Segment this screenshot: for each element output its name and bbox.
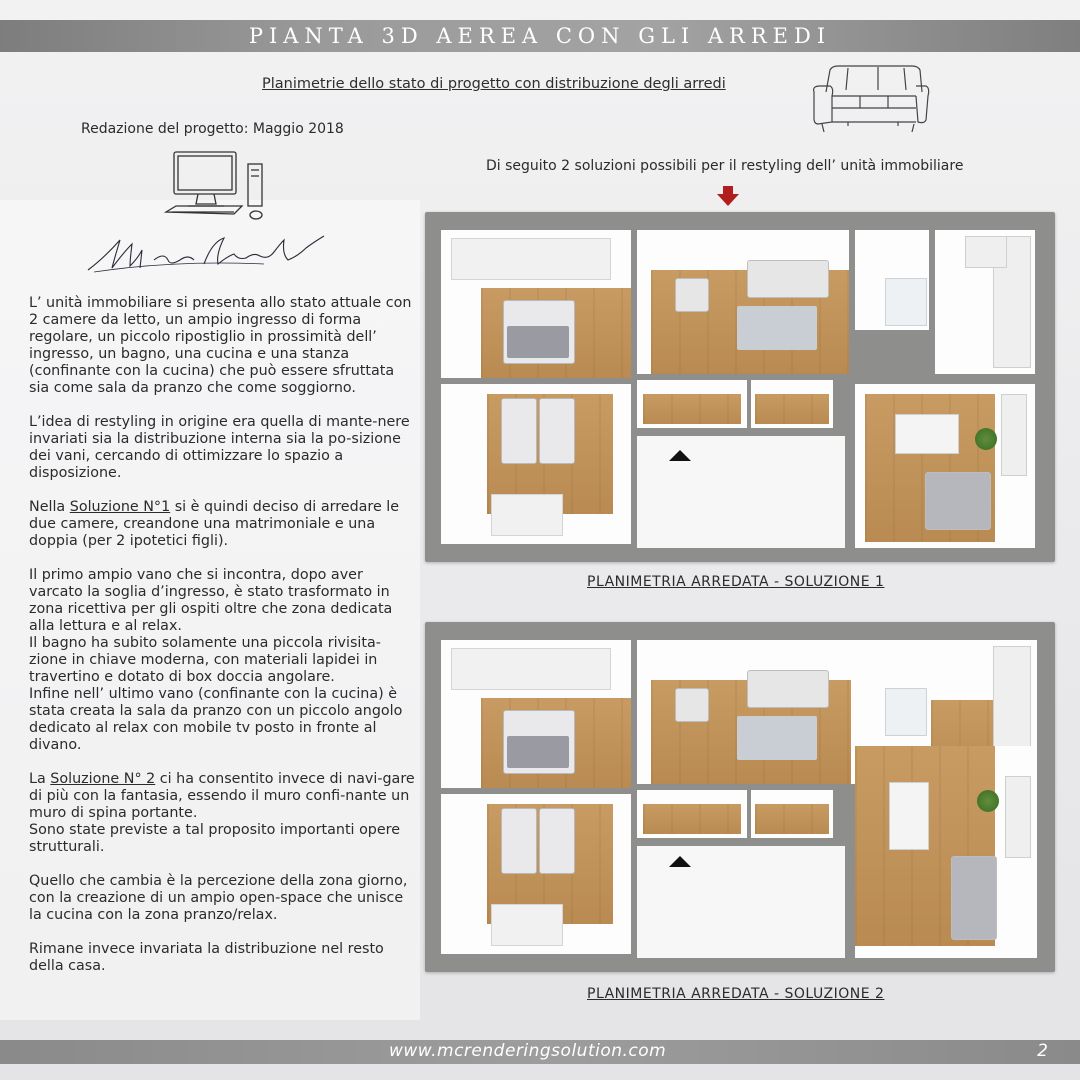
bed-blanket [507, 736, 569, 768]
plant [977, 790, 999, 812]
plant [975, 428, 997, 450]
wood-floor [755, 804, 829, 834]
armchair [675, 688, 709, 722]
text: Nella [29, 499, 70, 515]
solutions-intro: Di seguito 2 soluzioni possibili per il restyling dell’ unità immobiliare [486, 158, 964, 174]
shower-box [885, 688, 927, 736]
kitchen-counter [965, 236, 1007, 268]
corner-sofa [925, 472, 991, 530]
paragraph: L’ unità immobiliare si presenta allo stato attuale con 2 camere da letto, un ampio ingresso di forma regolare, un piccolo ripostiglio in prossimità dell’ ingresso, un bagno, una cucina e una stanza (confinante con la cucina) che può essere sfruttata sia come sala da pranzo che come soggiorno. [29, 295, 412, 396]
bed-blanket [507, 326, 569, 358]
wood-floor [643, 804, 741, 834]
room-master-bedroom [441, 230, 631, 378]
red-down-arrow-icon [717, 186, 739, 206]
room-living [637, 230, 849, 374]
paragraph: Rimane invece invariata la distribuzione nel resto della casa. [29, 941, 384, 974]
paragraph: Sono state previste a tal proposito importanti opere strutturali. [29, 822, 401, 855]
rug [737, 716, 817, 760]
rug [737, 306, 817, 350]
room-entrance [637, 436, 845, 548]
armchair [675, 278, 709, 312]
paragraph: Il primo ampio vano che si incontra, dopo aver varcato la soglia d’ingresso, è stato trasformato in zona ricettiva per gli ospiti oltre che zona dedicata alla lettura e al relax. [29, 567, 393, 634]
wood-floor [643, 394, 741, 424]
floor-plan-solution-2 [425, 622, 1055, 972]
text: si è quindi deciso di arredare le due camere, creandone una matrimoniale e una doppia (per 2 ipotetici figli). [29, 499, 400, 549]
footer-bar [0, 1040, 1080, 1064]
entrance-arrow-icon [669, 856, 691, 867]
shower-box [885, 278, 927, 326]
website-url[interactable]: www.mcrenderingsolution.com [389, 1041, 667, 1061]
text: La [29, 771, 51, 787]
dining-table [895, 414, 959, 454]
corner-sofa [951, 856, 997, 940]
desk [491, 494, 563, 536]
sofa-sketch-icon [808, 62, 932, 136]
room-storage [751, 790, 833, 838]
room-bathroom [855, 640, 929, 740]
entrance-arrow-icon [669, 450, 691, 461]
wood-floor [755, 394, 829, 424]
room-storage [637, 380, 747, 428]
paragraph: L’idea di restyling in origine era quella di mante-nere invariati sia la distribuzione interna sia la po-sizione dei vani, cercando di ottimizzare lo spazio a disposizione. [29, 414, 410, 481]
room-dining [855, 384, 1035, 548]
solution-2-link: Soluzione N° 2 [50, 771, 156, 787]
wardrobe [451, 648, 611, 690]
text: ci ha consentito invece di navi-gare di più con la fantasia, essendo il muro confi-nante un muro di spina portante. [29, 771, 415, 821]
paragraph: Il bagno ha subito solamente una piccola rivisita-zione in chiave moderna, con materiali lapidei in travertino e dotato di box doccia angolare. [29, 635, 381, 685]
solution-1-link: Soluzione N°1 [69, 499, 171, 515]
description-text [29, 295, 415, 992]
paragraph: Quello che cambia è la percezione della zona giorno, con la creazione di un ampio open-space che unisce la cucina con la zona pranzo/relax. [29, 873, 408, 923]
single-bed [501, 398, 537, 464]
sofa [747, 670, 829, 708]
page-title: PIANTA 3D AEREA CON GLI ARREDI [248, 24, 832, 48]
paragraph [29, 499, 415, 550]
paragraph: Infine nell’ ultimo vano (confinante con la cucina) è stata creata la sala da pranzo con un piccolo angolo dedicato al relax con mobile tv posto in fronte al divano. [29, 686, 403, 753]
room-master-bedroom [441, 640, 631, 788]
computer-sketch-icon [162, 148, 274, 224]
subtitle: Planimetrie dello stato di progetto con distribuzione degli arredi [262, 76, 726, 92]
single-bed [501, 808, 537, 874]
page-number: 2 [1037, 1041, 1048, 1061]
room-dining [855, 746, 1037, 958]
plan-caption-2: PLANIMETRIA ARREDATA - SOLUZIONE 2 [587, 986, 885, 1002]
paragraph [29, 771, 415, 822]
room-entrance [637, 846, 845, 958]
room-double-bedroom [441, 384, 631, 544]
single-bed [539, 398, 575, 464]
desk [491, 904, 563, 946]
single-bed [539, 808, 575, 874]
tv-cabinet [1001, 394, 1027, 476]
room-bathroom [855, 230, 929, 330]
project-date: Redazione del progetto: Maggio 2018 [81, 121, 344, 137]
sofa [747, 260, 829, 298]
title-bar [0, 20, 1080, 52]
signature-image [84, 230, 330, 276]
room-storage [637, 790, 747, 838]
floor-plan-solution-1 [425, 212, 1055, 562]
dining-table [889, 782, 929, 850]
room-double-bedroom [441, 794, 631, 954]
room-storage [751, 380, 833, 428]
room-kitchen [935, 230, 1035, 374]
plan-caption-1: PLANIMETRIA ARREDATA - SOLUZIONE 1 [587, 574, 885, 590]
wardrobe [451, 238, 611, 280]
tv-cabinet [1005, 776, 1031, 858]
